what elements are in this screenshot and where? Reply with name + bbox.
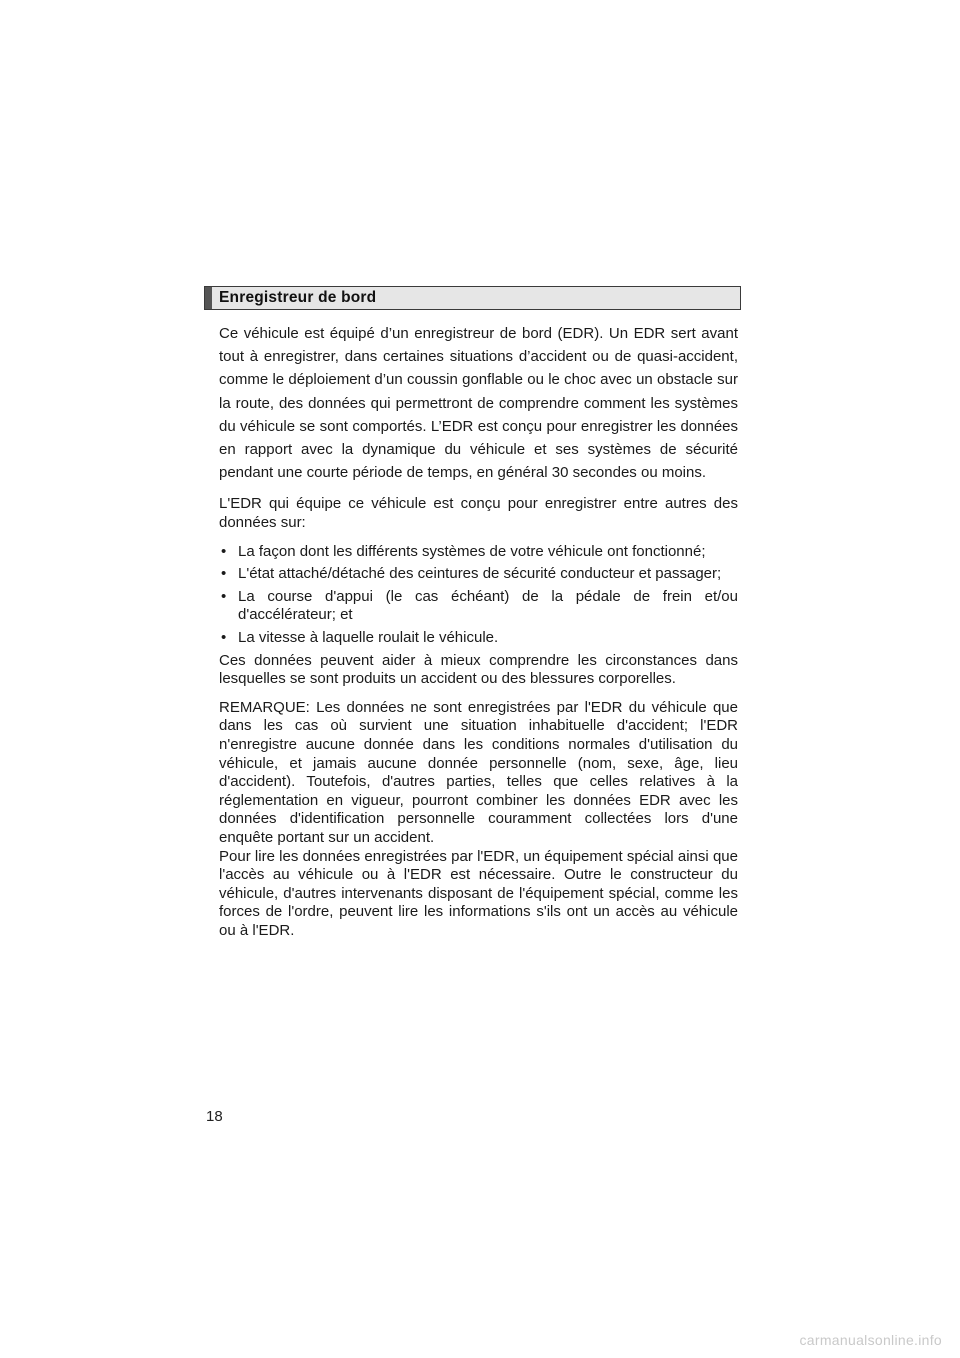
list-item xyxy=(219,565,738,584)
list-item-text: La façon dont les différents systèmes de votre véhicule ont fonctionné; xyxy=(238,542,706,560)
section-header-accent-bar xyxy=(205,287,212,309)
section-body xyxy=(219,322,738,950)
watermark: carmanualsonline.info xyxy=(799,1332,942,1348)
paragraph-remark: REMARQUE: Les données ne sont enregistrées par l'EDR du véhicule que dans les cas où survient une situation inhabituelle d'accident; l'EDR n'enregistre aucune donnée dans les conditions normales d'utilisation du véhicule, et jamais aucune donnée personnelle (nom, sexe, âge, lieu d'accident). Toutefois, d'autres parties, telles que celles relatives à la réglementation en vigueur, pourront combiner les données EDR avec les données d'identification personnelle couramment collectées lors d'une enquête portant sur un accident. xyxy=(219,698,738,846)
list-item xyxy=(219,629,738,648)
list-item-text: La vitesse à laquelle roulait le véhicule. xyxy=(238,628,499,646)
bullet-marker: • xyxy=(221,628,227,646)
bullet-marker: • xyxy=(221,565,227,583)
paragraph-circumstances: Ces données peuvent aider à mieux comprendre les circonstances dans lesquelles se sont produits un accident ou des blessures corporelles. xyxy=(219,651,738,688)
list-item-text: La course d'appui (le cas échéant) de la pédale de frein et/ou d'accélérateur; et xyxy=(238,587,738,624)
bullet-marker: • xyxy=(221,542,227,560)
section-title: Enregistreur de bord xyxy=(219,289,377,306)
bullet-marker: • xyxy=(221,587,227,605)
bullet-list xyxy=(219,543,738,648)
section-header xyxy=(204,286,741,310)
paragraph-designed: L'EDR qui équipe ce véhicule est conçu pour enregistrer entre autres des données sur: xyxy=(219,495,738,532)
paragraph-intro: Ce véhicule est équipé d’un enregistreur de bord (EDR). Un EDR sert avant tout à enregistrer, dans certaines situations d’accident ou de quasi-accident, comme le déploiement d’un coussin gonflable ou le choc avec un obstacle sur la route, des données qui permettront de comprendre comment les systèmes du véhicule se sont comportés. L’EDR est conçu pour enregistrer les données en rapport avec la dynamique du véhicule et ses systèmes de sécurité pendant une courte période de temps, en général 30 secondes ou moins. xyxy=(219,325,738,482)
paragraph-reading: Pour lire les données enregistrées par l'EDR, un équipement spécial ainsi que l'accès au véhicule ou à l'EDR est nécessaire. Outre le constructeur du véhicule, d'autres intervenants disposant de l'équipement spécial, comme les forces de l'ordre, peuvent lire les informations s'ils ont un accès au véhicule ou à l'EDR. xyxy=(219,847,738,939)
list-item-text: L'état attaché/détaché des ceintures de sécurité conducteur et passager; xyxy=(238,565,722,583)
page-number: 18 xyxy=(206,1108,223,1125)
list-item xyxy=(219,543,738,562)
list-item xyxy=(219,588,738,625)
